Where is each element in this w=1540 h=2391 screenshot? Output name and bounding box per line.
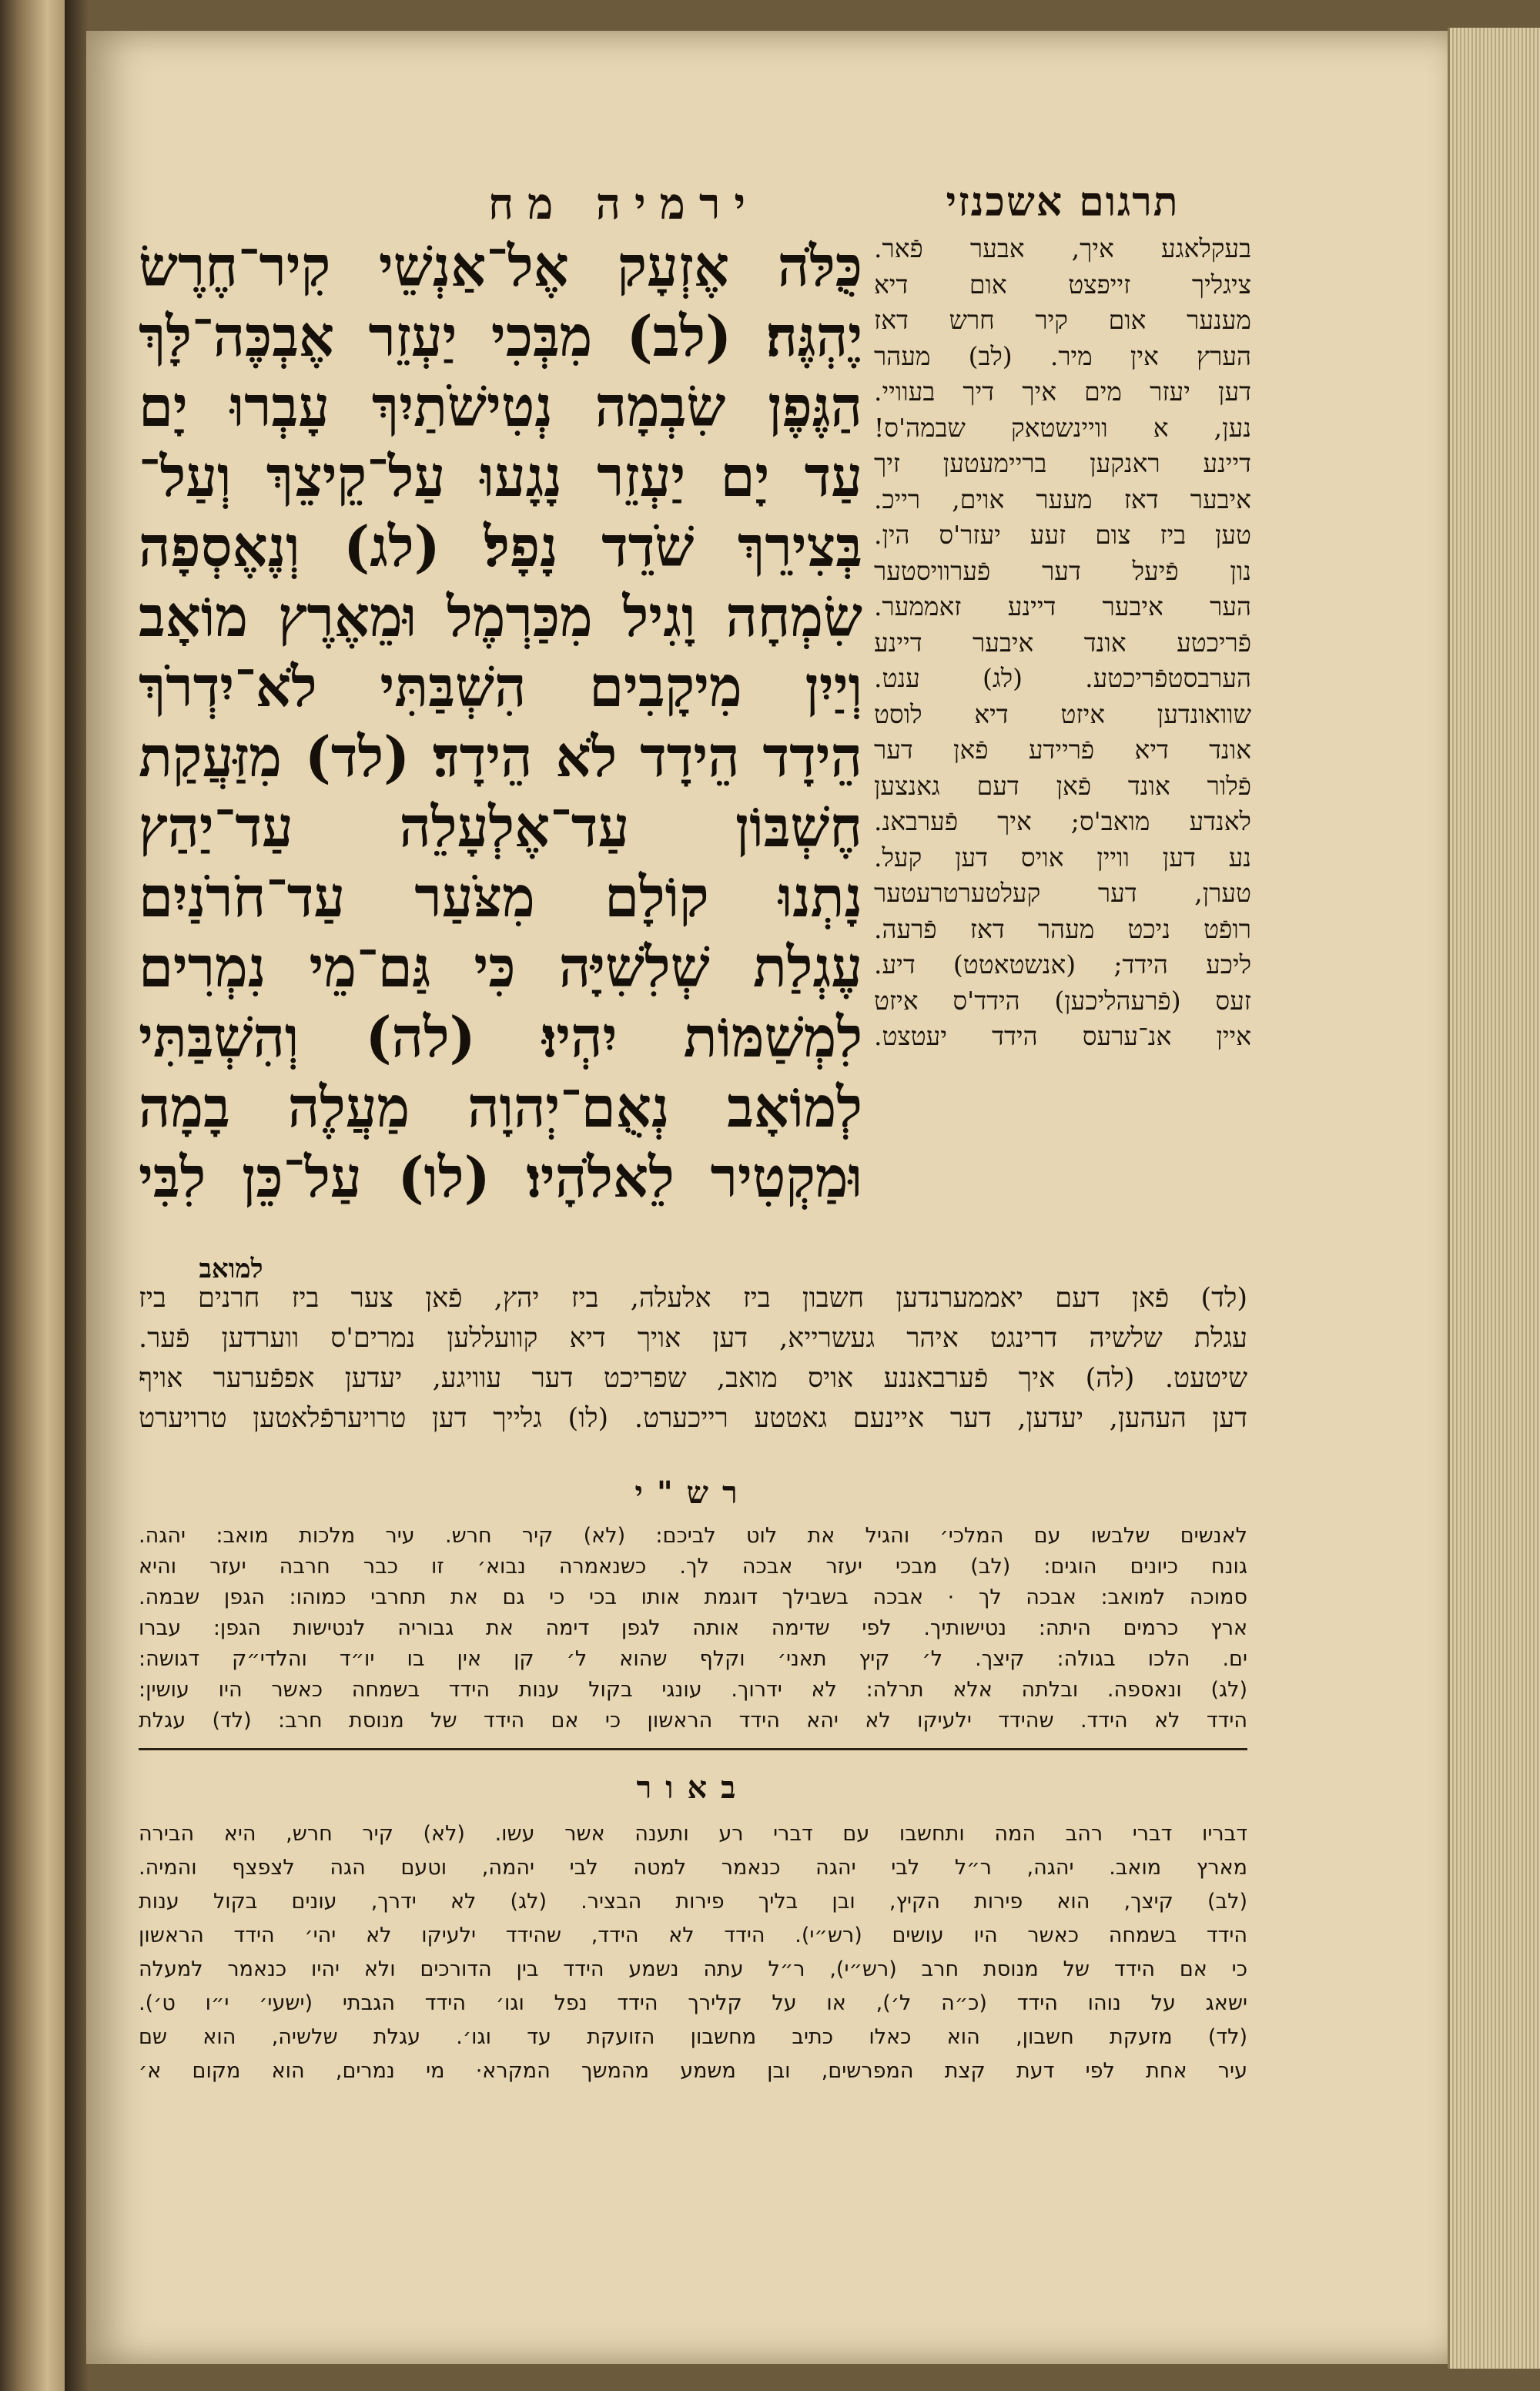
yiddish-line: איין אנ־ערעס הידד יעטצט. bbox=[874, 1021, 1251, 1051]
yiddish-line: הערבסטפֿריכטע. (לג) ענט. bbox=[874, 663, 1251, 693]
yiddish-line: הערץ אין מיר. (לב) מעהר bbox=[874, 340, 1251, 371]
biur-line: עיר אחת לפי דעת קצת המפרשים, ובן משמע מהמשך המקרא· מי נמרים, הוא מקום א׳ bbox=[139, 2059, 1247, 2083]
yiddish-line: מענער אום קיר חרש דאז bbox=[874, 305, 1251, 335]
yiddish-line: אונד דיא פֿריידע פֿאן דער bbox=[874, 735, 1251, 765]
hebrew-verse-line: עֶגְלַת שְׁלִשִׁיָּה כִּי גַּם־מֵי נִמְרִים bbox=[139, 934, 862, 1000]
continuation-line: (לד) פֿאן דעם יאממערנדען חשבון ביז אלעלה, ביז יהץ, פֿאן צער ביז חרנים ביז bbox=[139, 1283, 1247, 1314]
continuation-line: דען העהען, יעדען, דער איינעם גאטטע רייכערט. (לו) גלייך דען טרויערפֿלאטען טרויערט bbox=[139, 1403, 1247, 1434]
yiddish-line: שוואונדען איזט דיא לוסט bbox=[874, 698, 1251, 729]
yiddish-line: נע דען וויין אויס דען קעל. bbox=[874, 842, 1251, 872]
yiddish-running-head: תרגום אשכנזי bbox=[946, 179, 1180, 226]
biur-line: כי אם הידד של מנוסת חרב (רש״י), ר״ל עתה נשמע הידד בין הדורכים ולא יהיו כנאמר למעלה bbox=[139, 1957, 1247, 1981]
continuation-line: שיטעט. (לה) איך פֿערבאננע אויס מואב, שפריכט דער עוויגע, יעדען אפפֿערער אויף bbox=[139, 1363, 1247, 1394]
hebrew-verse-line: וְיַיִן מִיקָבִים הִשְׁבַּתִּי לֹא־יִדְרֹךְ bbox=[139, 654, 862, 719]
rashi-line: ים. הלכו בגולה: קיצך. ל׳ קיץ תאני׳ וקלף שהוא ל׳ קן אין בו יו״ד והלדי״ק דגושה: bbox=[139, 1647, 1247, 1671]
hebrew-verse-line: שִׂמְחָה וָגִיל מִכַּרְמֶל וּמֵאֶרֶץ מוֹאָב bbox=[139, 584, 862, 649]
section-divider bbox=[139, 1748, 1247, 1750]
biur-line: דבריו דברי רהב המה ותחשבו עם דברי רע ותענה אשר עשו. (לא) קיר חרש, היא הבירה bbox=[139, 1822, 1247, 1846]
yiddish-line: ציגליך זייפצט אום דיא bbox=[874, 269, 1251, 300]
biur-line: מארץ מואב. יהגה, ר״ל לבי יהגה כנאמר למטה לבי יהמה, וטעם הגה לצפצף והמיה. bbox=[139, 1856, 1247, 1880]
yiddish-line: דען יעזר מים איך דיך בעוויי. bbox=[874, 377, 1251, 407]
rashi-line: (לג) ונאספה. ובלתה אלא תרלה: לא ידרוך. עונגי בקול ענות הידד בשמחה כאשר היו עושין: bbox=[139, 1678, 1247, 1702]
biur-commentary bbox=[139, 1817, 1247, 2088]
hebrew-verse-line: בְּצִירֵךְ שֹׁדֵד נָפָל׃ (לג) וְנֶאֶסְפָה bbox=[139, 514, 862, 579]
rashi-heading: רש"י bbox=[634, 1475, 752, 1511]
yiddish-line: הער איבער דיינע זאממער. bbox=[874, 591, 1251, 621]
hebrew-verse-line: עַד יָם יַעְזֵר נָגָעוּ עַל־קֵיצֵךְ וְעַל־ bbox=[139, 444, 862, 509]
page-fore-edge bbox=[1448, 28, 1540, 2369]
rashi-commentary bbox=[139, 1521, 1247, 1736]
yiddish-line: רופֿט ניכט מעהר דאז פֿרעה. bbox=[874, 913, 1251, 944]
hebrew-verse-line: כֻּלֹּה אֶזְעָק אֶל־אַנְשֵׁי קִיר־חֶרֶשׂ bbox=[139, 233, 862, 299]
yiddish-line: נען, א וויינשטאק שבמה'ס! bbox=[874, 412, 1251, 443]
hebrew-catchword: למואב bbox=[199, 1254, 263, 1284]
left-page-edge bbox=[0, 0, 68, 2391]
yiddish-line: טערן, דער קעלטערטרעטער bbox=[874, 878, 1251, 908]
yiddish-line: נון פֿיעל דער פֿערוויסטער bbox=[874, 555, 1251, 586]
yiddish-continuation-block bbox=[139, 1278, 1247, 1438]
hebrew-verse-line: לְמוֹאָב נְאֻם־יְהוָה מַעֲלֶה בָמָה bbox=[139, 1074, 862, 1140]
continuation-line: עגלת שלשיה דרינגט איהר געשרייא, דען אויך דיא קוועללען נמרים'ס ווערדען פֿער. bbox=[139, 1323, 1247, 1354]
hebrew-verse-line: וּמַקְטִיר לֵאלֹהָיו׃ (לו) עַל־כֵּן לִבִּי bbox=[139, 1144, 862, 1210]
yiddish-line: טען ביז צום זעע יעזר'ס הין. bbox=[874, 520, 1251, 550]
yiddish-line: פֿריכטע אונד איבער דיינע bbox=[874, 627, 1251, 658]
hebrew-verse-line: הַגֶּפֶן שִׂבְמָה נְטִישֹׁתַיִךְ עָבְרוּ יָם bbox=[139, 373, 862, 439]
rashi-line: הידד לא הידד. שהידד ילעיקו לא יהא הידד הראשון כי אם הידד של מנוסת חרב: (לד) עגלת bbox=[139, 1709, 1247, 1733]
hebrew-verse-line: הֵידָד הֵידָד לֹא הֵידָד׃ (לד) מִזַּעֲקַת bbox=[139, 724, 862, 789]
yiddish-line: לאנדע מואב'ס; איך פֿערבאנ. bbox=[874, 806, 1251, 836]
yiddish-line: בעקלאגע איך, אבער פֿאר. bbox=[874, 233, 1251, 263]
hebrew-running-head: ירמיה מח bbox=[487, 179, 760, 229]
biur-line: ישאג על נוהו הידד (כ״ה ל׳), או על קלירך הידד נפל וגו׳ הידד הגבתי (ישעי׳ י״ו ט׳). bbox=[139, 1991, 1247, 2015]
rashi-line: גונח כיונים הוגים: (לב) מבכי יעזר אבכה לך. כשנאמרה נבוא׳ זו כבר חרבה יעזר והיא bbox=[139, 1555, 1247, 1579]
rashi-line: לאנשים שלבשו עם המלכי׳ והגיל את לוט לביכם: (לא) קיר חרש. עיר מלכות מואב: יהגה. bbox=[139, 1524, 1247, 1548]
hebrew-verse-line: חֶשְׁבּוֹן עַד־אֶלְעָלֵה עַד־יַהַץ bbox=[139, 794, 862, 859]
biur-line: הידד בשמחה כאשר היו עושים (רש״י). הידד לא הידד, שהידד ילעיקו לא יהי׳ הידד הראשון bbox=[139, 1924, 1247, 1947]
yiddish-translation-column bbox=[874, 231, 1251, 1055]
yiddish-line: פֿלור אונד פֿאן דעם גאנצען bbox=[874, 770, 1251, 801]
yiddish-line: זעס (פֿרעהליכען) הידד'ס איזט bbox=[874, 985, 1251, 1016]
hebrew-verse-line: לִמְשַׁמּוֹת יִהְיוּ׃ (לה) וְהִשְׁבַּתִּי bbox=[139, 1004, 862, 1070]
biur-line: (לד) מזעקת חשבון, הוא כאלו כתיב מחשבון הזועקת עד וגו׳. עגלת שלשיה, הוא שם bbox=[139, 2025, 1247, 2049]
biur-heading: באור bbox=[636, 1770, 750, 1806]
yiddish-line: דיינע ראנקען בריימעטען זיך bbox=[874, 448, 1251, 478]
rashi-line: ארץ כרמים היתה: נטישותיך. לפי שדימה אותה לגפן דימה את גבוריה לנטישות הגפן: עברו bbox=[139, 1616, 1247, 1640]
hebrew-text-column bbox=[139, 231, 862, 1212]
hebrew-verse-line: יֶהְגֶּה׃ (לב) מִבְּכִי יַעְזֵר אֶבְכֶּה־לָּךְ bbox=[139, 303, 862, 369]
yiddish-line: ליכע הידד; (אנשטאטט) דיע. bbox=[874, 949, 1251, 980]
biur-line: (לב) קיצך, הוא פירות הקיץ, ובן בליך פירות הבציר. (לג) לא ידרך, עונים בקול ענות bbox=[139, 1890, 1247, 1914]
hebrew-verse-line: נָתְנוּ קוֹלָם מִצֹּעַר עַד־חֹרֹנַיִם bbox=[139, 864, 862, 929]
yiddish-line: איבער דאז מעער אוים, רייכ. bbox=[874, 484, 1251, 514]
rashi-line: סמוכה למואב: אבכה לך · אבכה בשבילך דוגמת אותו בכי כי גם את תחרבי כמוהו: הגפן שבמה. bbox=[139, 1586, 1247, 1609]
